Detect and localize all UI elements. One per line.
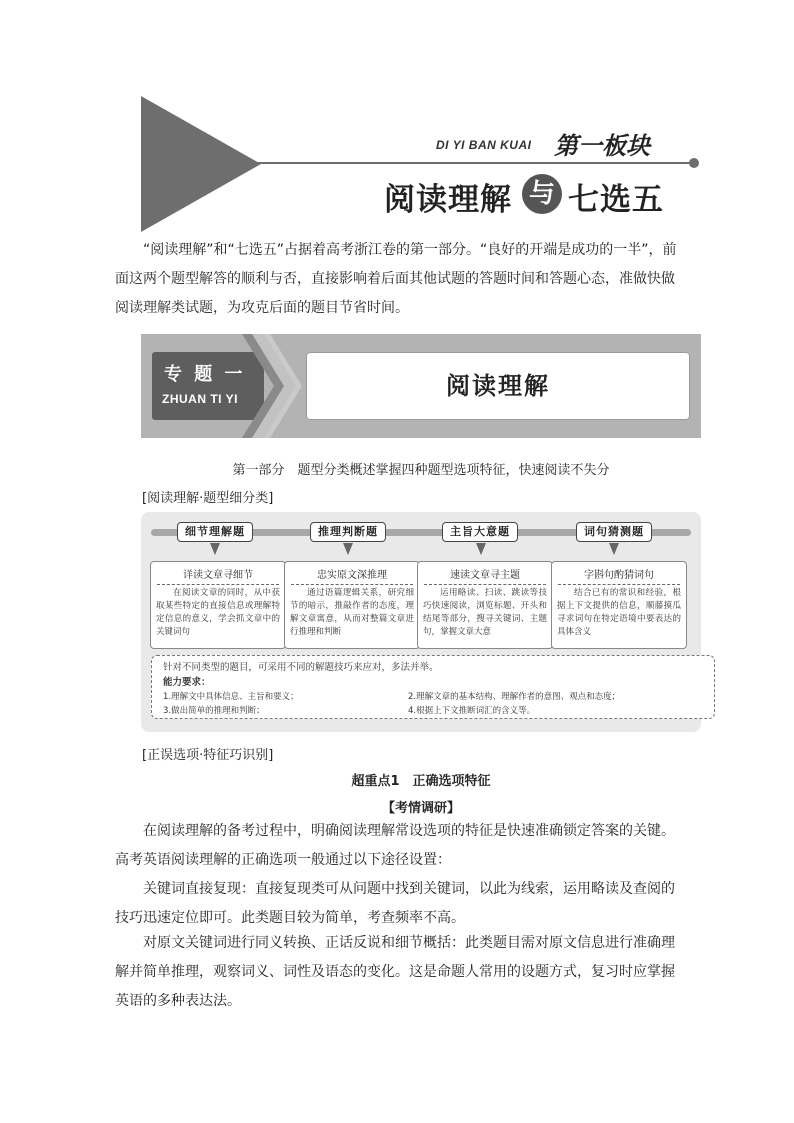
down-arrow-icon bbox=[343, 543, 353, 555]
card-title: 忠实原文深推理 bbox=[317, 570, 387, 581]
topic-title: 阅读理解 bbox=[446, 372, 550, 400]
ability-item: 3.做出简单的推理和判断； bbox=[163, 706, 265, 716]
card-word-guess bbox=[551, 561, 687, 649]
body-paragraph-3: 对原文关键词进行同义转换、正话反说和细节概括：此类题目需对原文信息进行准确理解并简单推理，观察词义、词性及语态的变化。这是命题人常用的设题方式，复习时应掌握英语的多种表达法。 bbox=[115, 935, 675, 1009]
part-title: 第一部分 题型分类概述掌握四种题型选项特征，快速阅读不失分 bbox=[232, 463, 610, 478]
ability-item: 4.根据上下文推断词汇的含义等。 bbox=[408, 706, 536, 716]
header-rule bbox=[257, 162, 691, 164]
topic-chevron-icon bbox=[242, 334, 306, 438]
section-label-question-types: [阅读理解·题型细分类] bbox=[142, 491, 274, 506]
section-label-options: [正误选项·特征巧识别] bbox=[142, 748, 274, 763]
subtitle-seven-choose-five: 七选五 bbox=[568, 182, 664, 218]
card-divider bbox=[157, 584, 279, 585]
body-paragraph-2: 关键词直接复现：直接复现类可从问题中找到关键词，以此为线索，运用略读及查阅的技巧迅速定位即可。此类题目较为简单，考查频率不高。 bbox=[115, 881, 675, 926]
note-line: 针对不同类型的题目，可采用不同的解题技巧来应对，多法并举。 bbox=[163, 662, 439, 673]
card-detail bbox=[150, 561, 286, 649]
ability-item: 2.理解文章的基本结构、理解作者的意图、观点和态度； bbox=[408, 692, 621, 702]
category-main-idea: 主旨大意题 bbox=[442, 522, 518, 542]
down-arrow-icon bbox=[476, 543, 486, 555]
card-body: 结合已有的常识和经验，根据上下文提供的信息，顺藤摸瓜寻求词句在特定语境中要表达的具体含义 bbox=[557, 588, 681, 637]
card-title: 详读文章寻细节 bbox=[183, 570, 253, 581]
header-rule-dot bbox=[689, 158, 699, 168]
ability-label: 能力要求： bbox=[163, 677, 211, 688]
card-main-idea bbox=[417, 561, 553, 649]
category-detail: 细节理解题 bbox=[177, 522, 253, 542]
category-word-guess: 词句猜测题 bbox=[576, 522, 652, 542]
point-title: 超重点1 正确选项特征 bbox=[351, 774, 491, 789]
block-title: 第一板块 bbox=[554, 132, 650, 160]
topic-pinyin: ZHUAN TI YI bbox=[162, 392, 238, 406]
topic-label: 专 题 一 bbox=[164, 364, 246, 385]
card-divider bbox=[558, 584, 680, 585]
card-title: 字斟句酌猜词句 bbox=[584, 570, 654, 581]
down-arrow-icon bbox=[210, 543, 220, 555]
subtitle-reading: 阅读理解 bbox=[384, 182, 512, 218]
down-arrow-icon bbox=[609, 543, 619, 555]
ability-item: 1.理解文中具体信息、主旨和要义； bbox=[163, 692, 299, 702]
card-body: 在阅读文章的同时，从中获取某些特定的直接信息或理解特定信息的意义，学会抓文章中的关键词句 bbox=[156, 588, 280, 637]
card-body: 通过语篇逻辑关系，研究细节的暗示，推敲作者的态度，理解文章寓意，从而对整篇文章进行推理和判断 bbox=[290, 588, 414, 637]
card-divider bbox=[291, 584, 413, 585]
card-inference bbox=[284, 561, 420, 649]
block-pinyin: DI YI BAN KUAI bbox=[436, 138, 532, 152]
card-title: 速读文章寻主题 bbox=[450, 570, 520, 581]
body-paragraph-1: 在阅读理解的备考过程中，明确阅读理解常设选项的特征是快速准确锁定答案的关键。高考英语阅读理解的正确选项一般通过以下途径设置： bbox=[115, 823, 675, 868]
subtitle-joiner: 与 bbox=[522, 174, 562, 214]
card-body: 运用略读、扫读、跳读等技巧快速阅读，浏览标题、开头和结尾等部分，搜寻关键词、主题句，掌握文章大意 bbox=[423, 588, 547, 637]
card-divider bbox=[424, 584, 546, 585]
header-triangle bbox=[141, 96, 261, 232]
intro-paragraph: “阅读理解”和“七选五”占据着高考浙江卷的第一部分。“良好的开端是成功的一半”，前面这两个题型解答的顺利与否，直接影响着后面其他试题的答题时间和答题心态，准做快做阅读理解类试题，为攻克后面的题目节省时间。 bbox=[115, 242, 677, 316]
category-inference: 推理判断题 bbox=[310, 522, 386, 542]
research-label: 【考情调研】 bbox=[381, 801, 460, 816]
